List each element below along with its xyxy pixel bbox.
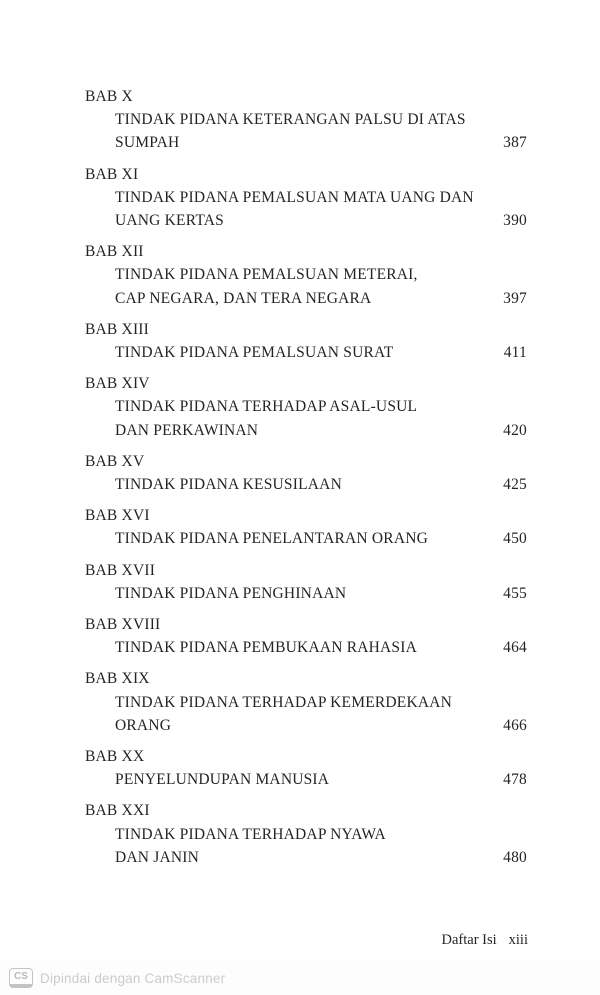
toc-title-line bbox=[115, 131, 527, 154]
toc-entry bbox=[85, 799, 527, 869]
toc-chapter-label: BAB XV bbox=[85, 452, 145, 470]
toc-title-line bbox=[115, 209, 527, 232]
footer-section-label: Daftar Isi bbox=[441, 932, 497, 948]
toc-entry-body bbox=[115, 768, 527, 791]
toc-chapter-label: BAB XVIII bbox=[85, 616, 161, 634]
toc-entry bbox=[85, 667, 527, 737]
toc-chapter-label: BAB XVII bbox=[85, 561, 156, 579]
toc-title-text: DAN PERKAWINAN bbox=[115, 421, 259, 439]
toc-title-line bbox=[115, 287, 527, 310]
camscanner-watermark-label: Dipindai dengan CamScanner bbox=[40, 970, 226, 986]
toc-title-text: TINDAK PIDANA PEMALSUAN SURAT bbox=[115, 344, 394, 362]
toc-entry-body bbox=[115, 691, 527, 737]
toc-title-text: UANG KERTAS bbox=[115, 212, 224, 230]
toc-page-number: 420 bbox=[503, 421, 527, 439]
toc-entry bbox=[85, 240, 527, 310]
toc-page-number: 425 bbox=[503, 476, 527, 494]
toc-title-text: TINDAK PIDANA KESUSILAAN bbox=[115, 476, 342, 494]
toc-title-line bbox=[115, 341, 527, 364]
toc-page-number: 450 bbox=[503, 530, 527, 548]
toc-title-text: DAN JANIN bbox=[115, 848, 200, 866]
toc-title-line bbox=[115, 473, 527, 496]
toc-chapter-label: BAB XI bbox=[85, 165, 139, 183]
toc-title-text: PENYELUNDUPAN MANUSIA bbox=[115, 771, 330, 789]
toc-title-text: CAP NEGARA, DAN TERA NEGARA bbox=[115, 289, 372, 307]
toc-chapter-label: BAB XII bbox=[85, 243, 144, 261]
toc-title-line: TINDAK PIDANA PEMALSUAN METERAI, bbox=[115, 266, 418, 284]
toc-entry-body bbox=[115, 527, 527, 550]
toc-title-line: TINDAK PIDANA TERHADAP KEMERDEKAAN bbox=[115, 693, 453, 711]
toc-entry-body bbox=[115, 186, 527, 232]
toc-entry-body bbox=[115, 823, 527, 869]
toc-entry-body bbox=[115, 395, 527, 441]
toc-chapter-label: BAB XX bbox=[85, 748, 145, 766]
toc-title-text: TINDAK PIDANA PENELANTARAN ORANG bbox=[115, 530, 428, 548]
toc-entry bbox=[85, 85, 527, 155]
toc-title-line: TINDAK PIDANA TERHADAP NYAWA bbox=[115, 825, 386, 843]
toc-chapter-label: BAB XXI bbox=[85, 802, 150, 820]
toc-chapter-label: BAB X bbox=[85, 88, 133, 105]
toc-title-line: TINDAK PIDANA KETERANGAN PALSU DI ATAS bbox=[115, 111, 466, 129]
toc-title-line bbox=[115, 768, 527, 791]
camscanner-watermark-bar bbox=[0, 961, 600, 995]
toc-entry bbox=[85, 372, 527, 442]
toc-entry-body bbox=[115, 108, 527, 154]
toc-page-number: 466 bbox=[503, 716, 527, 734]
toc-page-number: 464 bbox=[503, 639, 527, 657]
toc-page-number: 411 bbox=[503, 344, 527, 362]
camscanner-logo-icon: CS bbox=[9, 968, 33, 988]
toc-title-line bbox=[115, 527, 527, 550]
toc-title-line bbox=[115, 636, 527, 659]
toc-entry-body bbox=[115, 341, 527, 364]
toc-title-line bbox=[115, 714, 527, 737]
toc-title-line bbox=[115, 419, 527, 442]
toc-chapter-label: BAB XVI bbox=[85, 507, 150, 525]
toc-chapter-label: BAB XIX bbox=[85, 670, 150, 688]
toc-title-line bbox=[115, 846, 527, 869]
toc-title-line: TINDAK PIDANA TERHADAP ASAL-USUL bbox=[115, 398, 418, 416]
footer-page-number: xiii bbox=[508, 932, 528, 948]
toc-entry-body bbox=[115, 582, 527, 605]
toc-title-text: TINDAK PIDANA PEMBUKAAN RAHASIA bbox=[115, 639, 418, 657]
toc-chapter-label: BAB XIII bbox=[85, 320, 150, 338]
toc-entry-body bbox=[115, 263, 527, 309]
toc-entry bbox=[85, 450, 527, 496]
toc-title-text: SUMPAH bbox=[115, 134, 180, 152]
toc-chapter-label: BAB XIV bbox=[85, 375, 150, 393]
toc-entry bbox=[85, 613, 527, 659]
toc-entry bbox=[85, 745, 527, 791]
toc-title-line bbox=[115, 582, 527, 605]
toc-page-number: 455 bbox=[503, 584, 527, 602]
toc-title-line: TINDAK PIDANA PEMALSUAN MATA UANG DAN bbox=[115, 188, 474, 206]
toc-entry-body bbox=[115, 473, 527, 496]
table-of-contents bbox=[85, 85, 527, 877]
page-footer bbox=[442, 932, 529, 949]
toc-page-number: 390 bbox=[503, 212, 527, 230]
toc-title-text: ORANG bbox=[115, 716, 172, 734]
toc-title-text: TINDAK PIDANA PENGHINAAN bbox=[115, 584, 347, 602]
toc-page-number: 397 bbox=[503, 289, 527, 307]
toc-entry bbox=[85, 504, 527, 550]
toc-entry-body bbox=[115, 636, 527, 659]
toc-page-number: 478 bbox=[503, 771, 527, 789]
toc-entry bbox=[85, 318, 527, 364]
toc-entry bbox=[85, 559, 527, 605]
toc-page-number: 480 bbox=[503, 848, 527, 866]
toc-entry bbox=[85, 163, 527, 233]
toc-page-number: 387 bbox=[503, 134, 527, 152]
